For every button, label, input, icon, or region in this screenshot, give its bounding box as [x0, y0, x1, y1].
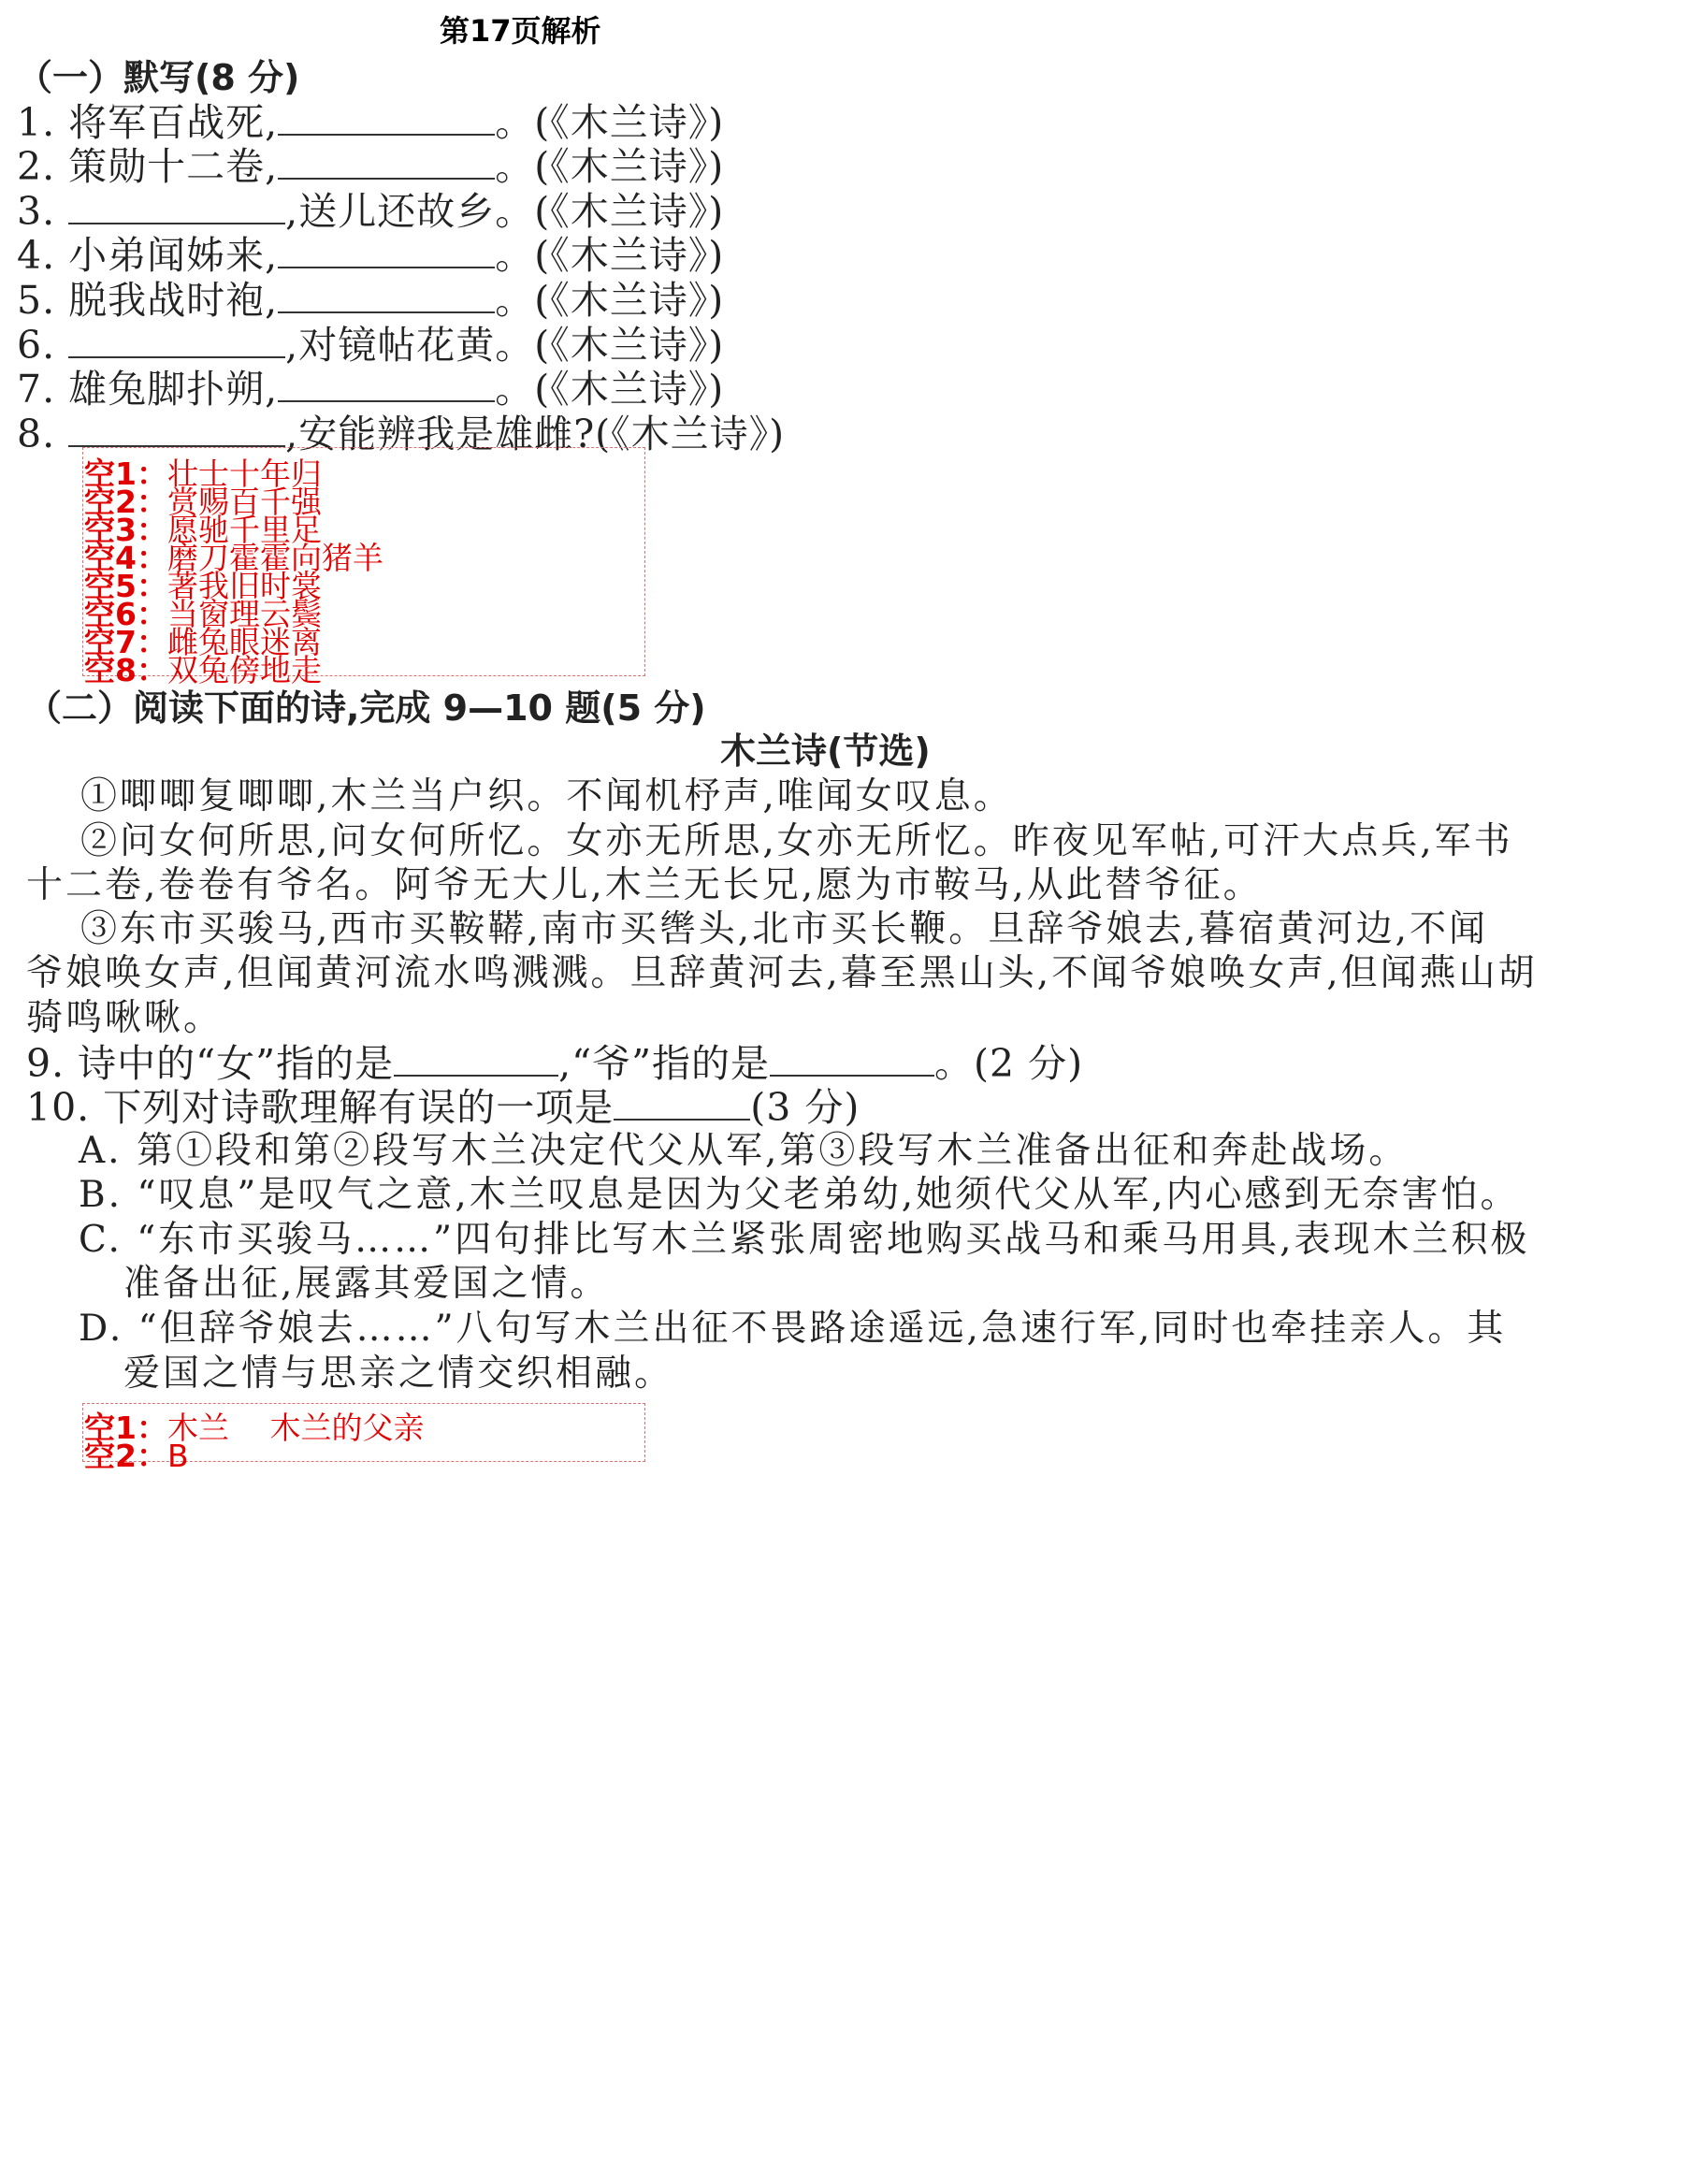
- item-text: 策勋十二卷,: [68, 144, 279, 189]
- option-c: C. “东市买骏马……”四句排比写木兰紧张周密地购买战马和乘马用具,表现木兰积极: [79, 1219, 1530, 1261]
- answer-blank: [68, 410, 285, 447]
- question-text: ,“爷”指的是: [558, 1041, 771, 1086]
- question-text: 10. 下列对诗歌理解有误的一项是: [26, 1085, 615, 1130]
- answer-text: 著我旧时裳: [166, 568, 322, 604]
- answer-blank: [278, 365, 495, 402]
- item-number: 2.: [17, 144, 56, 189]
- answer-blank: [770, 1039, 934, 1077]
- option-a: A. 第①段和第②段写木兰决定代父从军,第③段写木兰准备出征和奔赴战场。: [79, 1130, 1409, 1172]
- answer-line-q10: [84, 1432, 189, 1476]
- answer-text: 愿驰千里足: [166, 512, 322, 548]
- item-text: 将军百战死,: [68, 100, 279, 145]
- poem-title: 木兰诗(节选): [720, 730, 931, 772]
- answer-text: 当窗理云鬓: [166, 596, 322, 632]
- answer-label: 空8：: [84, 652, 167, 688]
- answer-blank: [394, 1039, 558, 1077]
- item-text: 小弟闻姊来,: [68, 233, 279, 278]
- item-number: 3.: [17, 189, 56, 234]
- answer-label: 空4：: [84, 540, 167, 576]
- answer-blank: [614, 1083, 750, 1121]
- answer-text: 雌兔眼迷离: [166, 624, 322, 660]
- answer-blank: [68, 187, 285, 224]
- item-source: 。(《木兰诗》): [495, 233, 725, 278]
- item-number: 4.: [17, 233, 56, 278]
- item-number: 1.: [17, 100, 56, 145]
- item-source: 。(《木兰诗》): [495, 367, 725, 412]
- item-number: 6.: [17, 323, 56, 368]
- item-source: ,安能辨我是雄雌?(《木兰诗》): [285, 412, 786, 456]
- answer-blank: [278, 276, 495, 313]
- answer-text: 壮士十年归: [166, 456, 322, 492]
- question-text: (3 分): [750, 1085, 860, 1130]
- poem-line: 十二卷,卷卷有爷名。阿爷无大儿,木兰无长兄,愿为市鞍马,从此替爷征。: [26, 864, 1263, 906]
- answer-label: 空3：: [84, 512, 167, 548]
- question-text: 9. 诗中的“女”指的是: [26, 1041, 395, 1086]
- poem-line: ③东市买骏马,西市买鞍鞯,南市买辔头,北市买长鞭。旦辞爷娘去,暮宿黄河边,不闻: [80, 908, 1488, 950]
- answer-blank: [278, 98, 495, 136]
- option-c-continued: 准备出征,展露其爱国之情。: [123, 1263, 610, 1305]
- item-text: 脱我战时袍,: [68, 278, 279, 323]
- option-b: B. “叹息”是叹气之意,木兰叹息是因为父老弟幼,她须代父从军,内心感到无奈害怕。: [79, 1174, 1520, 1216]
- option-d: D. “但辞爷娘去……”八句写木兰出征不畏路途遥远,急速行军,同时也牵挂亲人。其: [79, 1308, 1507, 1350]
- item-source: 。(《木兰诗》): [495, 278, 725, 323]
- section-heading-reading: （二）阅读下面的诗,完成 9—10 题(5 分): [26, 687, 706, 729]
- answer-blank: [68, 321, 285, 358]
- item-number: 7.: [17, 367, 56, 412]
- answer-label: 空1：: [84, 456, 167, 492]
- question-text: 。(2 分): [934, 1041, 1084, 1086]
- answer-text: B: [166, 1438, 189, 1474]
- item-source: 。(《木兰诗》): [495, 144, 725, 189]
- item-source: ,送儿还故乡。(《木兰诗》): [285, 189, 725, 234]
- item-source: 。(《木兰诗》): [495, 100, 725, 145]
- answer-text: 赏赐百千强: [166, 484, 322, 520]
- item-number: 8.: [17, 412, 56, 456]
- answer-text: 双兔傍地走: [166, 652, 322, 688]
- poem-line: 骑鸣啾啾。: [26, 997, 224, 1039]
- poem-line: ①唧唧复唧唧,木兰当户织。不闻机杼声,唯闻女叹息。: [80, 775, 1013, 817]
- item-number: 5.: [17, 278, 56, 323]
- answer-label: 空2：: [84, 484, 167, 520]
- answer-text: 木兰 木兰的父亲: [166, 1410, 425, 1446]
- answer-blank: [278, 142, 495, 180]
- section-heading-dictation: （一）默写(8 分): [17, 57, 300, 98]
- page-title: 第17页解析: [440, 13, 601, 49]
- item-text: 雄兔脚扑朔,: [68, 367, 279, 412]
- answer-label: 空6：: [84, 596, 167, 632]
- answer-label: 空5：: [84, 568, 167, 604]
- answer-blank: [278, 231, 495, 268]
- poem-line: ②问女何所思,问女何所忆。女亦无所思,女亦无所忆。昨夜见军帖,可汗大点兵,军书: [80, 820, 1513, 862]
- poem-line: 爷娘唤女声,但闻黄河流水鸣溅溅。旦辞黄河去,暮至黑山头,不闻爷娘唤女声,但闻燕山胡: [26, 952, 1538, 994]
- answer-text: 磨刀霍霍向猪羊: [166, 540, 383, 576]
- answer-label: 空7：: [84, 624, 167, 660]
- item-source: ,对镜帖花黄。(《木兰诗》): [285, 323, 725, 368]
- answer-label: 空1：: [84, 1410, 167, 1446]
- answer-label: 空2：: [84, 1438, 167, 1474]
- option-d-continued: 爱国之情与思亲之情交织相融。: [123, 1352, 674, 1395]
